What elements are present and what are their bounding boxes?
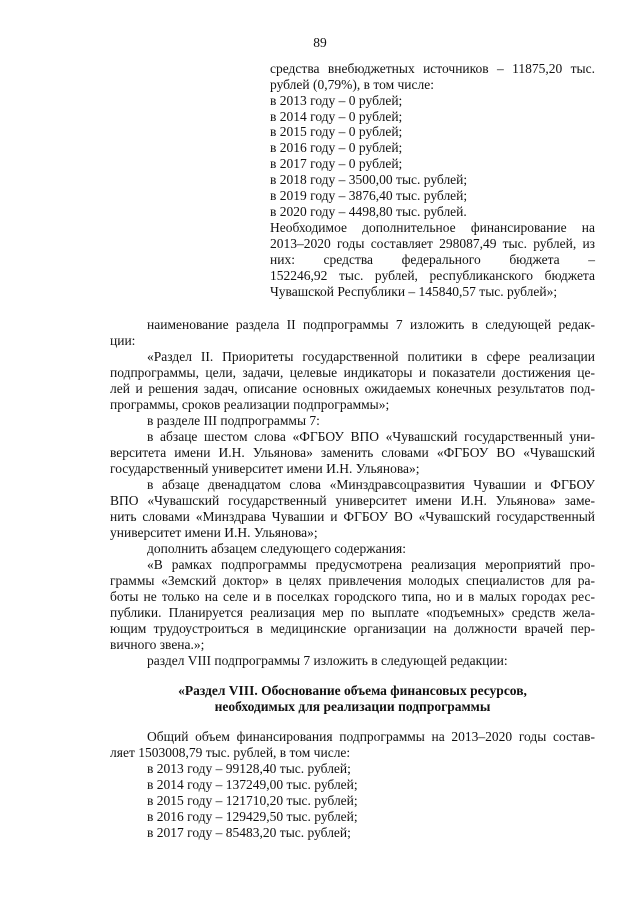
text-line: в 2019 году – 3876,40 тыс. рублей; xyxy=(270,188,468,203)
text-line: в 2017 году – 85483,20 тыс. рублей; xyxy=(147,825,351,840)
text-line: ющим трудоустроиться в медицинские организации на должности врачей пер- xyxy=(110,621,595,636)
text-line: 2013–2020 годы составляет 298087,49 тыс. рублей, из xyxy=(270,236,595,251)
text-line: Общий объем финансирования подпрограммы на 2013–2020 годы состав- xyxy=(147,729,595,744)
text-line: дополнить абзацем следующего содержания: xyxy=(147,541,407,556)
text-line: лей и решения задач, описание основных ожидаемых конечных результатов под- xyxy=(110,381,595,396)
text-line: верситета имени И.Н. Ульянова» заменить словами «ФГБОУ ВО «Чувашский xyxy=(110,445,595,460)
text-line: в 2015 году – 0 рублей; xyxy=(270,124,403,139)
text-line: в 2014 году – 137249,00 тыс. рублей; xyxy=(147,777,358,792)
text-line: Необходимое дополнительное финансирование на xyxy=(270,220,595,235)
text-line: в абзаце шестом слова «ФГБОУ ВПО «Чувашский государственный уни- xyxy=(147,429,595,444)
text-line: вичного звена.»; xyxy=(110,637,205,652)
text-line: в абзаце двенадцатом слова «Минздравсоцразвития Чувашии и ФГБОУ xyxy=(147,477,595,492)
heading-line: необходимых для реализации подпрограммы xyxy=(214,699,491,714)
text-line: в разделе III подпрограммы 7: xyxy=(147,413,320,428)
text-line: раздел VIII подпрограммы 7 изложить в следующей редакции: xyxy=(147,653,508,668)
text-line: Чувашской Республики – 145840,57 тыс. рублей»; xyxy=(270,284,558,299)
text-line: ВПО «Чувашский государственный университет имени И.Н. Ульянова» заме- xyxy=(110,493,595,508)
text-line: университет имени И.Н. Ульянова»; xyxy=(110,525,318,540)
text-line: в 2020 году – 4498,80 тыс. рублей. xyxy=(270,204,467,219)
text-line: ции: xyxy=(110,333,136,348)
text-line: в 2014 году – 0 рублей; xyxy=(270,109,403,124)
text-line: в 2016 году – 0 рублей; xyxy=(270,140,403,155)
page-number: 89 xyxy=(313,35,327,50)
text-line: публики. Планируется реализация мер по выплате «подъемных» средств жела- xyxy=(110,605,595,620)
text-line: средства внебюджетных источников – 11875,20 тыс. xyxy=(270,61,595,76)
text-line: в 2013 году – 99128,40 тыс. рублей; xyxy=(147,761,351,776)
heading-line: «Раздел VIII. Обоснование объема финансовых ресурсов, xyxy=(178,683,527,698)
text-line: рублей (0,79%), в том числе: xyxy=(270,77,434,92)
text-line: «Раздел II. Приоритеты государственной политики в сфере реализации xyxy=(147,349,595,364)
text-line: наименование раздела II подпрограммы 7 изложить в следующей редак- xyxy=(147,317,595,332)
text-line: граммы «Земский доктор» в целях привлечения молодых специалистов для ра- xyxy=(110,573,595,588)
text-line: ляет 1503008,79 тыс. рублей, в том числе: xyxy=(110,745,351,760)
text-line: государственный университет имени И.Н. Ульянова»; xyxy=(110,461,420,476)
text-line: в 2017 году – 0 рублей; xyxy=(270,156,403,171)
text-line: подпрограммы, цели, задачи, целевые индикаторы и показатели достижения це- xyxy=(110,365,595,380)
text-line: в 2018 году – 3500,00 тыс. рублей; xyxy=(270,172,468,187)
text-line: программы, сроков реализации подпрограммы»; xyxy=(110,397,390,412)
text-line: 152246,92 тыс. рублей, республиканского бюджета xyxy=(270,268,595,283)
text-line: «В рамках подпрограммы предусмотрена реализация мероприятий про- xyxy=(147,557,595,572)
text-line: нить словами «Минздрава Чувашии и ФГБОУ ВО «Чувашский государственный xyxy=(110,509,595,524)
text-line: боты не только на селе и в поселках городского типа, но и в малых городах рес- xyxy=(110,589,595,604)
text-line: в 2013 году – 0 рублей; xyxy=(270,93,403,108)
text-line: них: средства федерального бюджета – xyxy=(270,252,595,267)
text-line: в 2016 году – 129429,50 тыс. рублей; xyxy=(147,809,358,824)
text-line: в 2015 году – 121710,20 тыс. рублей; xyxy=(147,793,358,808)
